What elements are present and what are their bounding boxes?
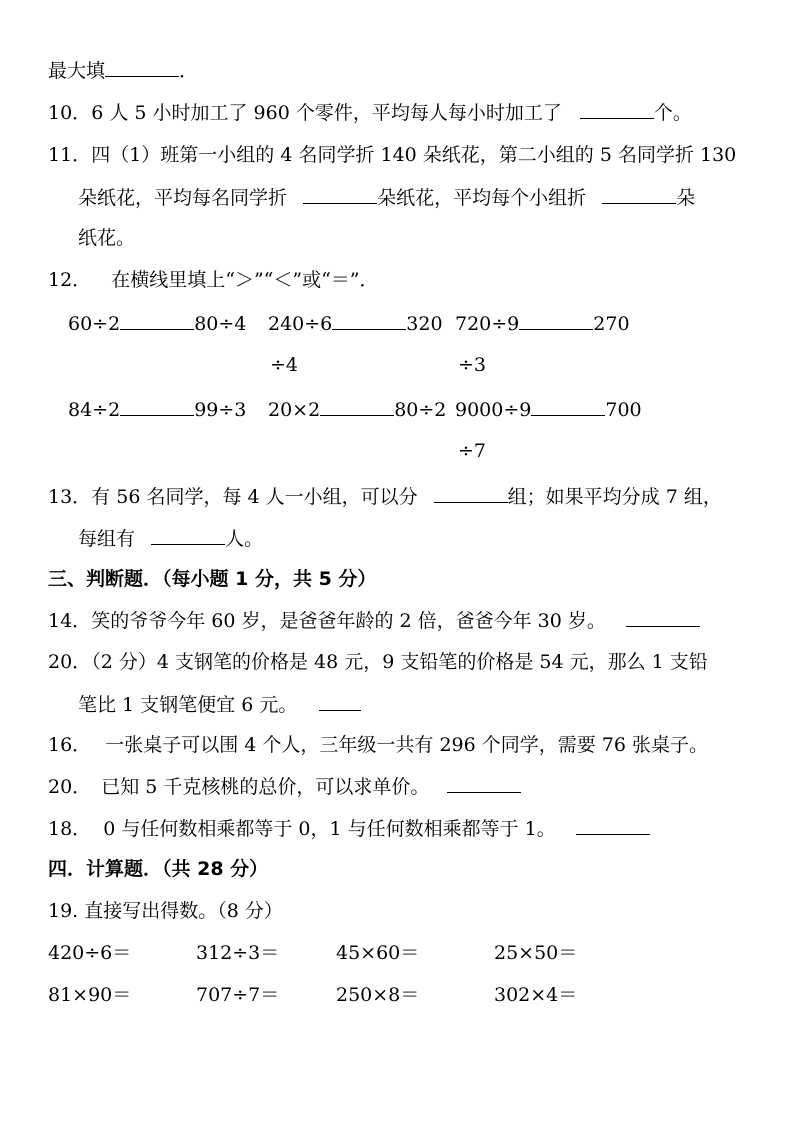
compare-1c: 720÷9 270 bbox=[455, 313, 630, 335]
calc-item: 45×60＝ bbox=[336, 942, 420, 964]
question-18: 18． 0 与任何数相乘都等于 0，1 与任何数相乘都等于 1。 bbox=[48, 816, 650, 841]
question-14: 14．笑的爷爷今年 60 岁，是爸爸年龄的 2 倍，爸爸今年 30 岁。 bbox=[48, 608, 700, 633]
calc-item: 250×8＝ bbox=[336, 984, 420, 1006]
question-11-line-3: 纸花。 bbox=[78, 227, 136, 249]
section-4-title: 四．计算题．（共 28 分） bbox=[48, 858, 269, 880]
answer-blank[interactable] bbox=[434, 484, 508, 503]
answer-blank[interactable] bbox=[320, 397, 394, 416]
compare-2c: 9000÷9 700 bbox=[455, 399, 642, 421]
answer-blank[interactable] bbox=[447, 774, 521, 793]
calc-item: 420÷6＝ bbox=[48, 942, 132, 964]
question-20b: 20． 已知 5 千克核桃的总价，可以求单价。 bbox=[48, 774, 521, 799]
compare-1b-wrap: ÷4 bbox=[270, 354, 299, 376]
question-20a-line-2: 笔比 1 支钢笔便宜 6 元。 bbox=[78, 692, 361, 717]
question-16: 16． 一张桌子可以围 4 个人，三年级一共有 296 个同学，需要 76 张桌子。 bbox=[48, 734, 709, 756]
question-19-title: 19. 直接写出得数。（8 分） bbox=[48, 900, 283, 922]
question-13: 13．有 56 名同学，每 4 人一小组，可以分 组；如果平均分成 7 组， bbox=[48, 486, 722, 508]
answer-blank[interactable] bbox=[332, 311, 406, 330]
calc-item: 707÷7＝ bbox=[196, 984, 280, 1006]
answer-blank[interactable] bbox=[151, 526, 225, 545]
q9-continuation: 最大填 ． bbox=[48, 60, 199, 82]
question-11: 11．四（1）班第一小组的 4 名同学折 140 朵纸花，第二小组的 5 名同学折 130 bbox=[48, 144, 737, 166]
answer-blank[interactable] bbox=[303, 185, 377, 204]
answer-blank[interactable] bbox=[626, 608, 700, 627]
answer-blank[interactable] bbox=[120, 311, 194, 330]
section-3-title: 三、判断题．（每小题 1 分，共 5 分） bbox=[48, 568, 377, 590]
calc-item: 81×90＝ bbox=[48, 984, 132, 1006]
question-11-line-2: 朵纸花，平均每名同学折 朵纸花，平均每个小组折 朵 bbox=[78, 187, 696, 209]
answer-blank[interactable] bbox=[580, 100, 654, 119]
compare-1c-wrap: ÷3 bbox=[458, 354, 487, 376]
answer-blank[interactable] bbox=[602, 185, 676, 204]
compare-1b: 240÷6 320 bbox=[268, 313, 443, 335]
answer-blank[interactable] bbox=[519, 311, 593, 330]
question-20a: 20．（2 分）4 支钢笔的价格是 48 元，9 支铅笔的价格是 54 元，那么 1 支铅 bbox=[48, 651, 708, 673]
answer-blank[interactable] bbox=[120, 397, 194, 416]
calc-item: 25×50＝ bbox=[494, 942, 578, 964]
calc-item: 302×4＝ bbox=[494, 984, 578, 1006]
answer-blank[interactable] bbox=[319, 692, 361, 711]
compare-1a: 60÷2 80÷4 bbox=[68, 313, 247, 335]
compare-2c-wrap: ÷7 bbox=[458, 440, 487, 462]
answer-blank[interactable] bbox=[105, 58, 179, 77]
answer-blank[interactable] bbox=[576, 816, 650, 835]
question-13-line-2: 每组有 人。 bbox=[78, 528, 264, 550]
compare-2b: 20×2 80÷2 bbox=[268, 399, 447, 421]
answer-blank[interactable] bbox=[531, 397, 605, 416]
compare-2a: 84÷2 99÷3 bbox=[68, 399, 247, 421]
question-12: 12． 在横线里填上“＞”“＜”或“＝”． bbox=[48, 269, 379, 291]
calc-item: 312÷3＝ bbox=[196, 942, 280, 964]
question-10: 10．6 人 5 小时加工了 960 个零件，平均每人每小时加工了 个。 bbox=[48, 102, 692, 124]
